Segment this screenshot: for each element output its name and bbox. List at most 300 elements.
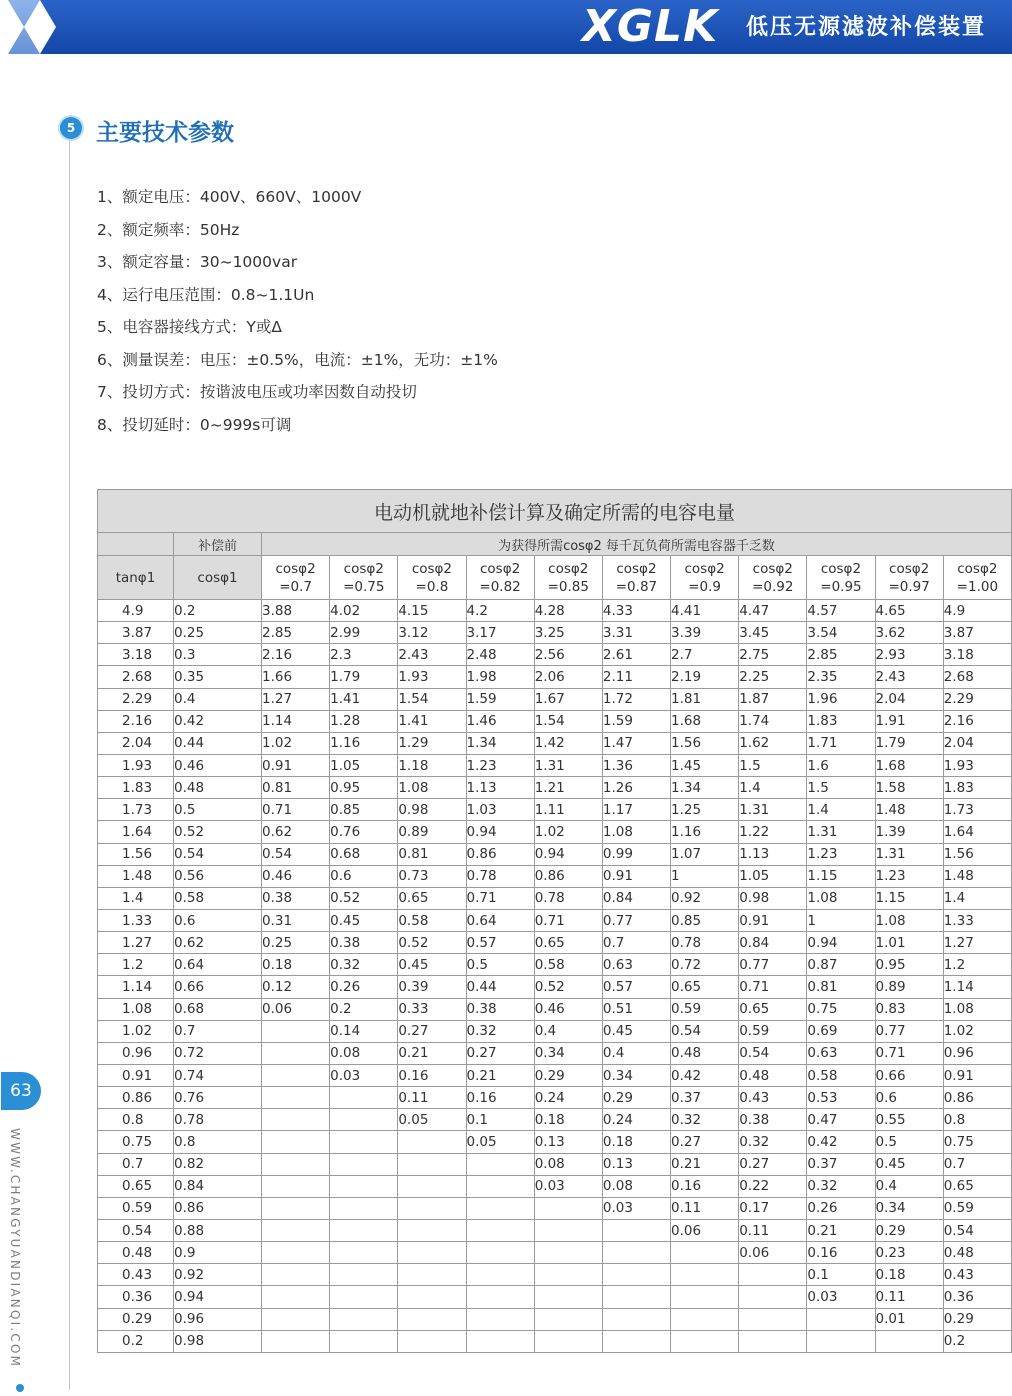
capacity-cell <box>398 1197 466 1219</box>
capacity-cell: 1.34 <box>466 732 534 754</box>
capacity-cell: 3.54 <box>807 622 875 644</box>
capacity-cell: 0.78 <box>466 865 534 887</box>
capacity-cell: 4.65 <box>875 600 943 622</box>
capacity-cell: 0.72 <box>671 954 739 976</box>
capacity-cell: 1.42 <box>534 732 602 754</box>
capacity-cell: 1.48 <box>943 865 1011 887</box>
target-cos-label: cosφ2 <box>957 560 998 577</box>
table-row <box>98 1175 1012 1197</box>
target-cos-value: =0.9 <box>688 578 721 595</box>
capacity-cell: 1.23 <box>875 865 943 887</box>
capacity-cell: 0.23 <box>875 1242 943 1264</box>
capacity-cell: 0.34 <box>534 1042 602 1064</box>
capacity-cell: 4.28 <box>534 600 602 622</box>
capacity-cell: 0.76 <box>330 821 398 843</box>
capacity-cell: 1.21 <box>534 777 602 799</box>
cos-phi1-cell: 0.6 <box>174 909 262 931</box>
capacity-cell: 0.11 <box>739 1219 807 1241</box>
side-dot-decoration <box>16 1384 24 1392</box>
capacity-cell: 1.41 <box>330 688 398 710</box>
cos-phi1-cell: 0.92 <box>174 1264 262 1286</box>
capacity-cell: 0.29 <box>534 1064 602 1086</box>
capacity-cell: 1.26 <box>602 777 670 799</box>
table-row <box>98 976 1012 998</box>
capacity-cell: 0.14 <box>330 1020 398 1042</box>
capacity-cell: 0.33 <box>398 998 466 1020</box>
target-cos-header <box>943 556 1011 600</box>
tan-phi1-cell: 2.04 <box>98 732 174 754</box>
capacity-cell: 1.15 <box>807 865 875 887</box>
capacity-cell: 1.36 <box>602 754 670 776</box>
cos-phi1-cell: 0.35 <box>174 666 262 688</box>
target-cos-header <box>671 556 739 600</box>
target-cos-value: =1.00 <box>956 578 999 595</box>
capacity-cell: 1.31 <box>739 799 807 821</box>
capacity-cell: 0.29 <box>602 1087 670 1109</box>
table-row <box>98 644 1012 666</box>
capacity-cell: 0.46 <box>534 998 602 1020</box>
capacity-cell: 3.88 <box>262 600 330 622</box>
table-row <box>98 954 1012 976</box>
capacity-cell: 0.29 <box>875 1219 943 1241</box>
page-number: 63 <box>1 1072 41 1110</box>
capacity-cell <box>330 1197 398 1219</box>
capacity-cell <box>534 1219 602 1241</box>
spec-item: 2、额定频率：50Hz <box>97 220 240 239</box>
capacity-cell: 1.41 <box>398 710 466 732</box>
tan-phi1-cell: 1.73 <box>98 799 174 821</box>
tan-phi1-cell: 3.87 <box>98 622 174 644</box>
capacity-cell: 4.15 <box>398 600 466 622</box>
capacity-cell: 2.43 <box>398 644 466 666</box>
capacity-cell: 0.58 <box>534 954 602 976</box>
capacity-cell: 1.54 <box>534 710 602 732</box>
capacity-cell: 1.58 <box>875 777 943 799</box>
table-row <box>98 1087 1012 1109</box>
target-cos-label: cosφ2 <box>889 560 930 577</box>
capacity-cell: 1.15 <box>875 887 943 909</box>
capacity-cell <box>739 1286 807 1308</box>
capacity-cell: 1.31 <box>534 754 602 776</box>
capacity-cell: 3.87 <box>943 622 1011 644</box>
capacity-cell: 0.98 <box>398 799 466 821</box>
capacity-cell: 1.98 <box>466 666 534 688</box>
cos-phi1-cell: 0.7 <box>174 1020 262 1042</box>
capacity-cell: 1.56 <box>943 843 1011 865</box>
tan-phi1-cell: 2.16 <box>98 710 174 732</box>
table-row <box>98 732 1012 754</box>
capacity-cell: 0.13 <box>534 1131 602 1153</box>
capacity-cell: 0.78 <box>534 887 602 909</box>
table-row <box>98 821 1012 843</box>
target-header: 为获得所需cosφ2 每千瓦负荷所需电容器千乏数 <box>262 533 1012 556</box>
table-row <box>98 1286 1012 1308</box>
capacity-cell: 1.45 <box>671 754 739 776</box>
capacity-cell <box>330 1286 398 1308</box>
capacity-cell: 0.16 <box>398 1064 466 1086</box>
capacity-cell: 1.46 <box>466 710 534 732</box>
capacity-cell: 1.25 <box>671 799 739 821</box>
capacity-cell: 1.56 <box>671 732 739 754</box>
capacity-cell <box>466 1219 534 1241</box>
capacity-cell: 1.93 <box>943 754 1011 776</box>
tan-phi1-cell: 0.8 <box>98 1109 174 1131</box>
capacity-cell: 0.78 <box>671 932 739 954</box>
capacity-cell <box>330 1308 398 1330</box>
capacity-cell: 1.03 <box>466 799 534 821</box>
tan-phi1-cell: 1.48 <box>98 865 174 887</box>
table-row <box>98 932 1012 954</box>
capacity-cell: 0.16 <box>807 1242 875 1264</box>
tan-phi1-cell: 0.43 <box>98 1264 174 1286</box>
capacity-cell: 1.79 <box>330 666 398 688</box>
capacity-cell: 1.67 <box>534 688 602 710</box>
table-row <box>98 710 1012 732</box>
capacity-cell: 1.87 <box>739 688 807 710</box>
capacity-cell <box>739 1330 807 1352</box>
capacity-cell: 0.58 <box>398 909 466 931</box>
capacity-cell <box>330 1153 398 1175</box>
capacity-cell: 1.08 <box>807 887 875 909</box>
cos-phi1-cell: 0.4 <box>174 688 262 710</box>
capacity-cell: 0.08 <box>330 1042 398 1064</box>
target-cos-value: =0.97 <box>888 578 930 595</box>
capacity-cell: 0.94 <box>466 821 534 843</box>
header-banner <box>0 0 1012 58</box>
capacity-cell: 0.86 <box>534 865 602 887</box>
capacity-cell: 0.69 <box>807 1020 875 1042</box>
cos-phi1-cell: 0.64 <box>174 954 262 976</box>
capacity-cell <box>262 1264 330 1286</box>
table-row <box>98 600 1012 622</box>
capacity-cell: 0.42 <box>807 1131 875 1153</box>
capacity-cell: 2.3 <box>330 644 398 666</box>
cos-phi1-cell: 0.82 <box>174 1153 262 1175</box>
capacity-cell: 2.19 <box>671 666 739 688</box>
tan-phi1-cell: 0.91 <box>98 1064 174 1086</box>
capacity-cell: 1.64 <box>943 821 1011 843</box>
tan-phi1-cell: 1.83 <box>98 777 174 799</box>
capacity-cell <box>398 1308 466 1330</box>
capacity-cell: 1.13 <box>466 777 534 799</box>
tan-phi1-cell: 1.14 <box>98 976 174 998</box>
table-row <box>98 754 1012 776</box>
capacity-cell <box>466 1153 534 1175</box>
capacity-cell: 0.83 <box>875 998 943 1020</box>
capacity-cell: 1.31 <box>807 821 875 843</box>
capacity-cell: 0.32 <box>330 954 398 976</box>
capacity-cell <box>330 1131 398 1153</box>
capacity-cell: 0.87 <box>807 954 875 976</box>
capacity-cell: 1.54 <box>398 688 466 710</box>
capacity-cell: 0.27 <box>739 1153 807 1175</box>
capacity-cell: 0.52 <box>398 932 466 954</box>
capacity-cell: 0.64 <box>466 909 534 931</box>
capacity-cell: 1.68 <box>875 754 943 776</box>
tan-phi1-cell: 1.64 <box>98 821 174 843</box>
capacity-cell: 2.29 <box>943 688 1011 710</box>
capacity-cell: 1.27 <box>262 688 330 710</box>
capacity-cell: 0.06 <box>671 1219 739 1241</box>
table-row <box>98 909 1012 931</box>
capacity-cell <box>602 1286 670 1308</box>
tan-phi1-cell: 1.02 <box>98 1020 174 1042</box>
target-cos-label: cosφ2 <box>275 560 316 577</box>
capacity-cell: 1.68 <box>671 710 739 732</box>
target-cos-label: cosφ2 <box>548 560 589 577</box>
target-cos-header <box>807 556 875 600</box>
capacity-cell: 1.28 <box>330 710 398 732</box>
capacity-cell: 1.96 <box>807 688 875 710</box>
capacity-cell: 0.34 <box>875 1197 943 1219</box>
capacity-cell: 0.77 <box>739 954 807 976</box>
capacity-cell: 0.65 <box>739 998 807 1020</box>
capacity-cell: 0.27 <box>398 1020 466 1042</box>
capacity-cell: 0.91 <box>262 754 330 776</box>
spec-item: 4、运行电压范围：0.8~1.1Un <box>97 285 315 304</box>
capacity-cell: 0.7 <box>943 1153 1011 1175</box>
capacity-cell: 0.89 <box>875 976 943 998</box>
tan-phi1-cell: 1.33 <box>98 909 174 931</box>
cos-phi1-cell: 0.46 <box>174 754 262 776</box>
capacity-cell: 0.96 <box>943 1042 1011 1064</box>
capacity-cell: 0.37 <box>671 1087 739 1109</box>
capacity-cell <box>398 1330 466 1352</box>
capacity-cell <box>262 1175 330 1197</box>
capacity-cell: 0.86 <box>466 843 534 865</box>
capacity-cell: 2.93 <box>875 644 943 666</box>
capacity-cell <box>466 1286 534 1308</box>
capacity-cell: 0.48 <box>943 1242 1011 1264</box>
tan-phi1-cell: 1.2 <box>98 954 174 976</box>
tan-phi1-cell: 0.36 <box>98 1286 174 1308</box>
tan-phi1-cell: 0.7 <box>98 1153 174 1175</box>
capacity-cell: 0.5 <box>466 954 534 976</box>
capacity-cell: 0.16 <box>671 1175 739 1197</box>
capacity-cell: 1.47 <box>602 732 670 754</box>
capacity-cell: 0.13 <box>602 1153 670 1175</box>
cos-phi1-cell: 0.5 <box>174 799 262 821</box>
capacity-cell <box>262 1087 330 1109</box>
capacity-cell: 0.7 <box>602 932 670 954</box>
capacity-cell: 0.53 <box>807 1087 875 1109</box>
cos-phi1-cell: 0.56 <box>174 865 262 887</box>
capacity-cell <box>330 1087 398 1109</box>
tan-phi1-cell: 1.08 <box>98 998 174 1020</box>
capacity-cell: 1.16 <box>330 732 398 754</box>
capacity-cell: 0.48 <box>739 1064 807 1086</box>
capacity-cell: 0.08 <box>534 1153 602 1175</box>
capacity-cell: 3.39 <box>671 622 739 644</box>
cos-phi1-cell: 0.74 <box>174 1064 262 1086</box>
table-row <box>98 1242 1012 1264</box>
capacity-cell: 2.48 <box>466 644 534 666</box>
table-row <box>98 887 1012 909</box>
capacity-cell: 0.59 <box>671 998 739 1020</box>
spec-item: 8、投切延时：0~999s可调 <box>97 415 292 434</box>
capacity-cell: 0.1 <box>466 1109 534 1131</box>
capacity-cell: 0.55 <box>875 1109 943 1131</box>
capacity-cell: 0.44 <box>466 976 534 998</box>
capacity-cell: 0.85 <box>671 909 739 931</box>
capacity-cell: 1.01 <box>875 932 943 954</box>
capacity-cell: 0.29 <box>943 1308 1011 1330</box>
capacity-cell: 1.22 <box>739 821 807 843</box>
capacity-cell <box>262 1308 330 1330</box>
capacity-cell: 1.23 <box>807 843 875 865</box>
capacity-cell <box>602 1219 670 1241</box>
capacity-cell <box>602 1330 670 1352</box>
table-row <box>98 1219 1012 1241</box>
capacity-cell: 1.59 <box>602 710 670 732</box>
capacity-cell <box>262 1131 330 1153</box>
table-row <box>98 998 1012 1020</box>
spec-item: 6、测量误差：电压：±0.5%，电流：±1%，无功：±1% <box>97 350 498 369</box>
capacity-cell: 0.45 <box>398 954 466 976</box>
capacity-cell: 0.63 <box>807 1042 875 1064</box>
spec-item: 1、额定电压：400V、660V、1000V <box>97 188 362 206</box>
target-cos-label: cosφ2 <box>820 560 862 577</box>
capacity-cell: 0.38 <box>466 998 534 1020</box>
capacity-cell: 1.08 <box>602 821 670 843</box>
capacity-cell <box>262 1109 330 1131</box>
capacity-cell: 0.17 <box>739 1197 807 1219</box>
capacity-cell: 3.62 <box>875 622 943 644</box>
table-row <box>98 843 1012 865</box>
cos-phi1-cell: 0.9 <box>174 1242 262 1264</box>
target-cos-header <box>262 556 330 600</box>
capacity-cell <box>534 1330 602 1352</box>
capacity-cell: 3.25 <box>534 622 602 644</box>
cos-phi1-cell: 0.88 <box>174 1219 262 1241</box>
cos-phi1-cell: 0.78 <box>174 1109 262 1131</box>
capacity-cell: 0.71 <box>739 976 807 998</box>
capacity-cell: 3.17 <box>466 622 534 644</box>
capacity-cell: 0.89 <box>398 821 466 843</box>
capacity-cell <box>262 1197 330 1219</box>
target-cos-value: =0.87 <box>615 578 658 595</box>
capacity-cell: 0.18 <box>602 1131 670 1153</box>
capacity-cell <box>398 1131 466 1153</box>
capacity-cell <box>602 1308 670 1330</box>
capacity-cell <box>602 1242 670 1264</box>
capacity-cell: 0.81 <box>262 777 330 799</box>
capacity-cell: 0.91 <box>739 909 807 931</box>
capacity-cell: 0.62 <box>262 821 330 843</box>
capacity-cell: 0.75 <box>807 998 875 1020</box>
capacity-cell <box>466 1175 534 1197</box>
tan-phi1-cell: 2.29 <box>98 688 174 710</box>
capacity-cell: 0.54 <box>739 1042 807 1064</box>
capacity-cell: 0.71 <box>466 887 534 909</box>
capacity-cell: 1.18 <box>398 754 466 776</box>
target-cos-value: =0.92 <box>752 578 794 595</box>
capacity-cell: 0.51 <box>602 998 670 1020</box>
table-row <box>98 622 1012 644</box>
capacity-cell: 0.06 <box>262 998 330 1020</box>
capacity-cell: 1.11 <box>534 799 602 821</box>
table-row <box>98 1064 1012 1086</box>
capacity-cell: 0.4 <box>602 1042 670 1064</box>
capacity-cell: 4.02 <box>330 600 398 622</box>
tan-phi1-cell: 0.54 <box>98 1219 174 1241</box>
capacity-cell: 0.57 <box>466 932 534 954</box>
capacity-cell: 0.11 <box>875 1286 943 1308</box>
capacity-cell: 0.65 <box>943 1175 1011 1197</box>
capacity-cell: 1.5 <box>807 777 875 799</box>
cos-phi1-cell: 0.48 <box>174 777 262 799</box>
tan-phi1-cell: 1.27 <box>98 932 174 954</box>
capacity-cell: 0.06 <box>739 1242 807 1264</box>
capacity-cell: 4.57 <box>807 600 875 622</box>
capacity-cell: 1.14 <box>943 976 1011 998</box>
capacity-cell: 0.08 <box>602 1175 670 1197</box>
capacity-cell: 3.12 <box>398 622 466 644</box>
capacity-cell: 4.41 <box>671 600 739 622</box>
capacity-cell: 0.99 <box>602 843 670 865</box>
table-row <box>98 1109 1012 1131</box>
capacity-cell: 1.14 <box>262 710 330 732</box>
capacity-cell: 0.54 <box>262 843 330 865</box>
capacity-cell: 0.32 <box>739 1131 807 1153</box>
capacity-cell: 0.77 <box>875 1020 943 1042</box>
table-body <box>98 600 1012 1353</box>
capacity-cell: 0.5 <box>875 1131 943 1153</box>
target-cos-value: =0.95 <box>820 578 862 595</box>
capacity-cell: 1.66 <box>262 666 330 688</box>
capacity-cell <box>466 1330 534 1352</box>
tan-phi1-header: tanφ1 <box>98 556 174 600</box>
cos-phi1-header: cosφ1 <box>174 556 262 600</box>
tan-phi1-cell: 3.18 <box>98 644 174 666</box>
capacity-cell: 1.91 <box>875 710 943 732</box>
capacity-cell <box>262 1020 330 1042</box>
cos-phi1-cell: 0.84 <box>174 1175 262 1197</box>
capacity-cell <box>398 1219 466 1241</box>
capacity-cell: 0.68 <box>330 843 398 865</box>
capacity-cell: 0.94 <box>807 932 875 954</box>
capacity-cell: 0.18 <box>262 954 330 976</box>
capacity-cell: 2.99 <box>330 622 398 644</box>
capacity-cell: 0.1 <box>807 1264 875 1286</box>
target-cos-label: cosφ2 <box>411 560 453 577</box>
capacity-cell: 0.24 <box>534 1087 602 1109</box>
capacity-cell: 1.02 <box>943 1020 1011 1042</box>
cos-phi1-cell: 0.96 <box>174 1308 262 1330</box>
capacity-cell: 2.56 <box>534 644 602 666</box>
capacity-cell: 1.93 <box>398 666 466 688</box>
target-cos-value: =0.7 <box>279 578 312 595</box>
capacity-cell <box>466 1242 534 1264</box>
table-row <box>98 1330 1012 1352</box>
capacity-cell: 1.62 <box>739 732 807 754</box>
target-cos-label: cosφ2 <box>479 560 521 577</box>
capacity-cell <box>398 1286 466 1308</box>
capacity-cell: 2.16 <box>262 644 330 666</box>
target-cos-value: =0.85 <box>547 578 589 595</box>
capacity-cell: 2.25 <box>739 666 807 688</box>
capacity-cell: 2.06 <box>534 666 602 688</box>
capacity-cell: 0.66 <box>875 1064 943 1086</box>
capacity-cell: 1.08 <box>875 909 943 931</box>
capacity-cell: 0.45 <box>330 909 398 931</box>
capacity-cell: 1.4 <box>739 777 807 799</box>
table-title: 电动机就地补偿计算及确定所需的电容电量 <box>98 490 1012 533</box>
table-blank-header <box>98 533 174 556</box>
capacity-cell: 0.03 <box>534 1175 602 1197</box>
capacity-cell: 0.45 <box>602 1020 670 1042</box>
capacity-cell: 0.31 <box>262 909 330 931</box>
